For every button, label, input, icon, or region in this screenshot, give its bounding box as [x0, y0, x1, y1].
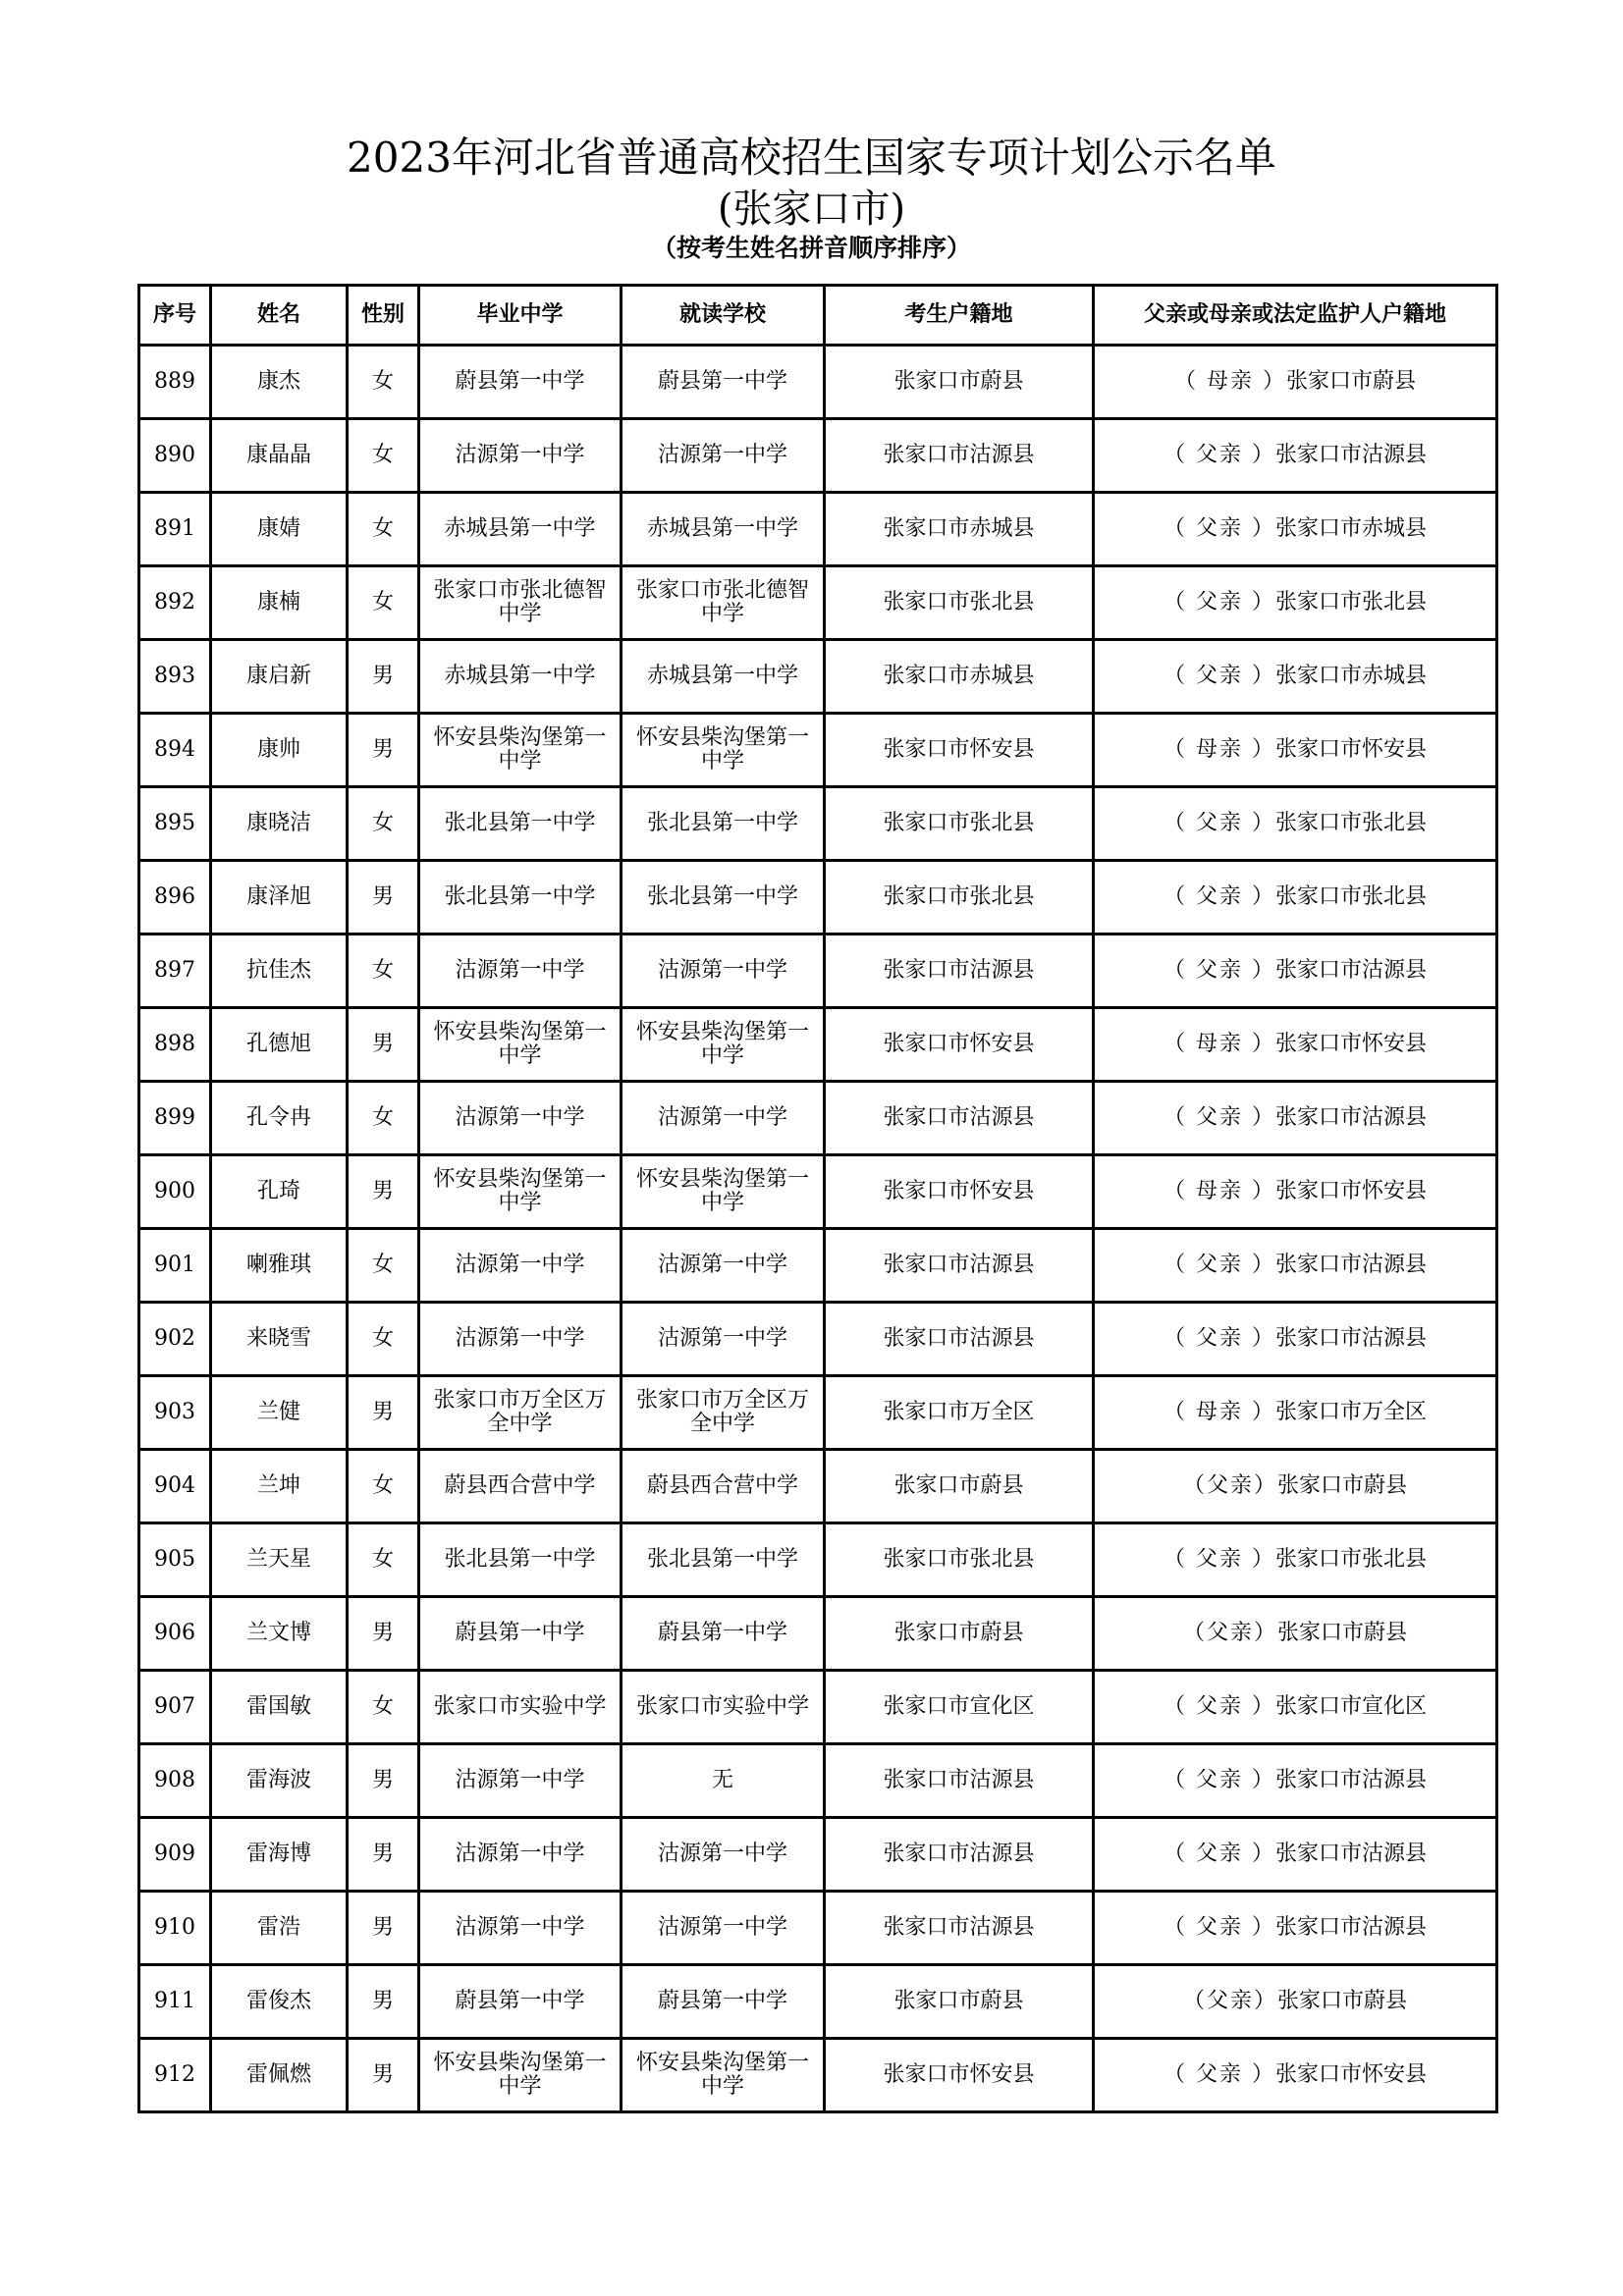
cell-current-school: 张北县第一中学	[622, 787, 825, 861]
document-subtitle: (张家口市)	[717, 187, 906, 232]
guardian-relation: （父亲）	[1182, 1989, 1277, 2013]
cell-current-school: 怀安县柴沟堡第一中学	[622, 1008, 825, 1082]
header-current-school: 就读学校	[622, 286, 825, 346]
cell-student-residence: 张家口市蔚县	[825, 346, 1094, 419]
guardian-relation: （父亲）	[1182, 1621, 1277, 1645]
cell-current-school: 怀安县柴沟堡第一中学	[622, 714, 825, 787]
cell-student-residence: 张家口市万全区	[825, 1376, 1094, 1450]
cell-gender: 男	[348, 640, 419, 714]
guardian-relation: （ 父亲 ）	[1163, 1547, 1275, 1572]
table-row	[139, 1229, 1497, 1303]
guardian-place: 张家口市万全区	[1274, 1400, 1427, 1424]
cell-gender: 女	[348, 1450, 419, 1523]
cell-student-residence: 张家口市沽源县	[825, 1818, 1094, 1892]
cell-name: 兰坤	[211, 1450, 348, 1523]
cell-gender: 女	[348, 346, 419, 419]
guardian-relation: （ 父亲 ）	[1163, 1253, 1275, 1277]
cell-name: 康杰	[211, 346, 348, 419]
cell-current-school: 沽源第一中学	[622, 1229, 825, 1303]
cell-student-residence: 张家口市沽源县	[825, 1082, 1094, 1155]
cell-student-residence: 张家口市怀安县	[825, 714, 1094, 787]
cell-index: 900	[139, 1155, 211, 1229]
cell-graduated-school: 张北县第一中学	[419, 1523, 622, 1597]
guardian-relation: （ 父亲 ）	[1163, 443, 1275, 467]
cell-student-residence: 张家口市赤城县	[825, 493, 1094, 566]
cell-current-school: 沽源第一中学	[622, 934, 825, 1008]
cell-index: 911	[139, 1965, 211, 2039]
cell-student-residence: 张家口市怀安县	[825, 2039, 1094, 2112]
cell-gender: 男	[348, 1892, 419, 1965]
cell-gender: 女	[348, 1523, 419, 1597]
cell-current-school: 怀安县柴沟堡第一中学	[622, 2039, 825, 2112]
cell-graduated-school: 怀安县柴沟堡第一中学	[419, 2039, 622, 2112]
cell-guardian-residence	[1094, 1892, 1497, 1965]
table-row	[139, 714, 1497, 787]
table-row	[139, 1744, 1497, 1818]
cell-graduated-school: 蔚县第一中学	[419, 1965, 622, 2039]
guardian-relation: （ 父亲 ）	[1163, 884, 1275, 909]
cell-guardian-residence	[1094, 1303, 1497, 1376]
cell-current-school: 怀安县柴沟堡第一中学	[622, 1155, 825, 1229]
cell-gender: 女	[348, 1671, 419, 1744]
guardian-place: 张家口市张北县	[1274, 884, 1427, 909]
table-row	[139, 493, 1497, 566]
guardian-relation: （ 父亲 ）	[1163, 958, 1275, 983]
cell-index: 902	[139, 1303, 211, 1376]
cell-gender: 男	[348, 1744, 419, 1818]
cell-name: 孔琦	[211, 1155, 348, 1229]
cell-gender: 男	[348, 2039, 419, 2112]
cell-index: 903	[139, 1376, 211, 1450]
table-row	[139, 1155, 1497, 1229]
guardian-place: 张家口市沽源县	[1274, 1105, 1427, 1130]
cell-graduated-school: 张北县第一中学	[419, 861, 622, 934]
guardian-place: 张家口市张北县	[1274, 590, 1427, 614]
table-row	[139, 1892, 1497, 1965]
cell-name: 康晶晶	[211, 419, 348, 493]
cell-index: 904	[139, 1450, 211, 1523]
cell-index: 892	[139, 566, 211, 640]
roster-table	[137, 284, 1498, 2113]
guardian-place: 张家口市怀安县	[1274, 1179, 1427, 1203]
cell-gender: 男	[348, 714, 419, 787]
cell-guardian-residence	[1094, 1229, 1497, 1303]
table-row	[139, 1597, 1497, 1671]
cell-graduated-school: 沽源第一中学	[419, 1818, 622, 1892]
table-row	[139, 640, 1497, 714]
cell-index: 893	[139, 640, 211, 714]
table-row	[139, 2039, 1497, 2112]
guardian-place: 张家口市张北县	[1274, 1547, 1427, 1572]
table-header-row	[139, 286, 1497, 346]
guardian-relation: （ 父亲 ）	[1163, 516, 1275, 541]
cell-guardian-residence	[1094, 787, 1497, 861]
cell-name: 兰天星	[211, 1523, 348, 1597]
guardian-place: 张家口市沽源县	[1274, 1768, 1427, 1792]
cell-graduated-school: 沽源第一中学	[419, 419, 622, 493]
cell-gender: 女	[348, 1303, 419, 1376]
cell-current-school: 张家口市实验中学	[622, 1671, 825, 1744]
cell-current-school: 沽源第一中学	[622, 1082, 825, 1155]
cell-student-residence: 张家口市沽源县	[825, 1303, 1094, 1376]
cell-graduated-school: 赤城县第一中学	[419, 640, 622, 714]
cell-gender: 男	[348, 861, 419, 934]
cell-student-residence: 张家口市沽源县	[825, 1229, 1094, 1303]
cell-gender: 女	[348, 1229, 419, 1303]
sort-note: （按考生姓名拼音顺序排序）	[651, 234, 971, 262]
table-row	[139, 934, 1497, 1008]
cell-name: 喇雅琪	[211, 1229, 348, 1303]
guardian-place: 张家口市沽源县	[1274, 1915, 1427, 1940]
table-row	[139, 346, 1497, 419]
cell-index: 909	[139, 1818, 211, 1892]
cell-guardian-residence	[1094, 419, 1497, 493]
table-row	[139, 1523, 1497, 1597]
cell-student-residence: 张家口市赤城县	[825, 640, 1094, 714]
cell-guardian-residence	[1094, 2039, 1497, 2112]
table-row	[139, 566, 1497, 640]
cell-gender: 男	[348, 1965, 419, 2039]
guardian-place: 张家口市沽源县	[1274, 1326, 1427, 1351]
guardian-place: 张家口市沽源县	[1274, 1842, 1427, 1866]
cell-index: 912	[139, 2039, 211, 2112]
guardian-relation: （ 父亲 ）	[1163, 590, 1275, 614]
table-row	[139, 861, 1497, 934]
cell-student-residence: 张家口市张北县	[825, 1523, 1094, 1597]
header-index: 序号	[139, 286, 211, 346]
cell-index: 906	[139, 1597, 211, 1671]
cell-graduated-school: 蔚县第一中学	[419, 1597, 622, 1671]
cell-student-residence: 张家口市宣化区	[825, 1671, 1094, 1744]
cell-student-residence: 张家口市怀安县	[825, 1155, 1094, 1229]
cell-name: 雷俊杰	[211, 1965, 348, 2039]
header-graduated-school: 毕业中学	[419, 286, 622, 346]
cell-guardian-residence	[1094, 1523, 1497, 1597]
cell-guardian-residence	[1094, 493, 1497, 566]
cell-guardian-residence	[1094, 714, 1497, 787]
cell-index: 899	[139, 1082, 211, 1155]
cell-guardian-residence	[1094, 1744, 1497, 1818]
cell-name: 康晓洁	[211, 787, 348, 861]
cell-guardian-residence	[1094, 1597, 1497, 1671]
cell-gender: 女	[348, 934, 419, 1008]
guardian-place: 张家口市沽源县	[1274, 443, 1427, 467]
cell-gender: 女	[348, 1082, 419, 1155]
table-row	[139, 1303, 1497, 1376]
cell-index: 894	[139, 714, 211, 787]
cell-guardian-residence	[1094, 1450, 1497, 1523]
cell-student-residence: 张家口市沽源县	[825, 934, 1094, 1008]
guardian-relation: （ 母亲 ）	[1163, 737, 1275, 762]
cell-name: 兰健	[211, 1376, 348, 1450]
header-gender: 性别	[348, 286, 419, 346]
cell-index: 907	[139, 1671, 211, 1744]
cell-name: 雷海波	[211, 1744, 348, 1818]
cell-name: 康启新	[211, 640, 348, 714]
guardian-place: 张家口市张北县	[1274, 811, 1427, 835]
cell-student-residence: 张家口市蔚县	[825, 1450, 1094, 1523]
cell-current-school: 赤城县第一中学	[622, 640, 825, 714]
cell-gender: 男	[348, 1597, 419, 1671]
cell-gender: 女	[348, 493, 419, 566]
cell-index: 898	[139, 1008, 211, 1082]
cell-gender: 女	[348, 566, 419, 640]
cell-student-residence: 张家口市沽源县	[825, 419, 1094, 493]
guardian-place: 张家口市赤城县	[1274, 664, 1427, 688]
cell-name: 康帅	[211, 714, 348, 787]
cell-guardian-residence	[1094, 1965, 1497, 2039]
cell-gender: 男	[348, 1376, 419, 1450]
cell-graduated-school: 张北县第一中学	[419, 787, 622, 861]
table-row	[139, 1082, 1497, 1155]
cell-current-school: 蔚县第一中学	[622, 346, 825, 419]
guardian-place: 张家口市沽源县	[1274, 958, 1427, 983]
cell-guardian-residence	[1094, 1376, 1497, 1450]
guardian-relation: （ 父亲 ）	[1163, 1105, 1275, 1130]
cell-gender: 男	[348, 1155, 419, 1229]
cell-guardian-residence	[1094, 934, 1497, 1008]
cell-graduated-school: 张家口市万全区万全中学	[419, 1376, 622, 1450]
guardian-relation: （ 父亲 ）	[1163, 1326, 1275, 1351]
cell-name: 雷国敏	[211, 1671, 348, 1744]
guardian-relation: （ 父亲 ）	[1163, 811, 1275, 835]
cell-index: 891	[139, 493, 211, 566]
cell-current-school: 张家口市万全区万全中学	[622, 1376, 825, 1450]
cell-student-residence: 张家口市张北县	[825, 566, 1094, 640]
cell-graduated-school: 蔚县西合营中学	[419, 1450, 622, 1523]
cell-guardian-residence	[1094, 566, 1497, 640]
cell-student-residence: 张家口市张北县	[825, 787, 1094, 861]
cell-student-residence: 张家口市蔚县	[825, 1597, 1094, 1671]
cell-index: 901	[139, 1229, 211, 1303]
guardian-relation: （ 母亲 ）	[1173, 369, 1286, 394]
cell-gender: 男	[348, 1818, 419, 1892]
guardian-place: 张家口市怀安县	[1274, 2062, 1427, 2087]
guardian-relation: （ 母亲 ）	[1163, 1032, 1275, 1056]
guardian-place: 张家口市沽源县	[1274, 1253, 1427, 1277]
table-row	[139, 1376, 1497, 1450]
cell-name: 雷海博	[211, 1818, 348, 1892]
cell-guardian-residence	[1094, 1008, 1497, 1082]
table-row	[139, 1818, 1497, 1892]
table-row	[139, 1965, 1497, 2039]
cell-name: 康楠	[211, 566, 348, 640]
cell-current-school: 沽源第一中学	[622, 419, 825, 493]
cell-current-school: 蔚县第一中学	[622, 1597, 825, 1671]
guardian-relation: （父亲）	[1182, 1473, 1277, 1498]
cell-name: 兰文博	[211, 1597, 348, 1671]
table-row	[139, 1671, 1497, 1744]
table-row	[139, 1008, 1497, 1082]
cell-current-school: 张北县第一中学	[622, 861, 825, 934]
guardian-relation: （ 父亲 ）	[1163, 1915, 1275, 1940]
cell-current-school: 蔚县第一中学	[622, 1965, 825, 2039]
table-row	[139, 419, 1497, 493]
guardian-place: 张家口市赤城县	[1274, 516, 1427, 541]
guardian-relation: （ 父亲 ）	[1163, 1694, 1275, 1719]
guardian-place: 张家口市蔚县	[1277, 1621, 1408, 1645]
cell-index: 908	[139, 1744, 211, 1818]
cell-guardian-residence	[1094, 640, 1497, 714]
guardian-place: 张家口市怀安县	[1274, 737, 1427, 762]
cell-index: 890	[139, 419, 211, 493]
guardian-place: 张家口市蔚县	[1277, 1989, 1408, 2013]
cell-name: 孔德旭	[211, 1008, 348, 1082]
cell-graduated-school: 沽源第一中学	[419, 1082, 622, 1155]
cell-gender: 女	[348, 419, 419, 493]
cell-graduated-school: 怀安县柴沟堡第一中学	[419, 714, 622, 787]
cell-graduated-school: 张家口市张北德智中学	[419, 566, 622, 640]
cell-current-school: 蔚县西合营中学	[622, 1450, 825, 1523]
cell-graduated-school: 沽源第一中学	[419, 1303, 622, 1376]
cell-graduated-school: 沽源第一中学	[419, 934, 622, 1008]
cell-current-school: 无	[622, 1744, 825, 1818]
cell-index: 889	[139, 346, 211, 419]
cell-graduated-school: 张家口市实验中学	[419, 1671, 622, 1744]
cell-index: 905	[139, 1523, 211, 1597]
cell-current-school: 沽源第一中学	[622, 1303, 825, 1376]
cell-graduated-school: 沽源第一中学	[419, 1229, 622, 1303]
cell-guardian-residence	[1094, 861, 1497, 934]
cell-graduated-school: 怀安县柴沟堡第一中学	[419, 1155, 622, 1229]
cell-name: 康泽旭	[211, 861, 348, 934]
header-student-residence: 考生户籍地	[825, 286, 1094, 346]
cell-current-school: 沽源第一中学	[622, 1892, 825, 1965]
cell-guardian-residence	[1094, 346, 1497, 419]
header-name: 姓名	[211, 286, 348, 346]
cell-graduated-school: 沽源第一中学	[419, 1744, 622, 1818]
cell-guardian-residence	[1094, 1818, 1497, 1892]
cell-guardian-residence	[1094, 1671, 1497, 1744]
guardian-relation: （ 父亲 ）	[1163, 2062, 1275, 2087]
guardian-place: 张家口市怀安县	[1274, 1032, 1427, 1056]
table-row	[139, 787, 1497, 861]
cell-name: 抗佳杰	[211, 934, 348, 1008]
table-row	[139, 1450, 1497, 1523]
cell-student-residence: 张家口市沽源县	[825, 1892, 1094, 1965]
guardian-relation: （ 父亲 ）	[1163, 1768, 1275, 1792]
cell-name: 来晓雪	[211, 1303, 348, 1376]
cell-index: 910	[139, 1892, 211, 1965]
guardian-place: 张家口市宣化区	[1274, 1694, 1427, 1719]
guardian-relation: （ 父亲 ）	[1163, 1842, 1275, 1866]
cell-graduated-school: 蔚县第一中学	[419, 346, 622, 419]
cell-student-residence: 张家口市张北县	[825, 861, 1094, 934]
cell-current-school: 张北县第一中学	[622, 1523, 825, 1597]
cell-current-school: 沽源第一中学	[622, 1818, 825, 1892]
cell-guardian-residence	[1094, 1082, 1497, 1155]
cell-index: 895	[139, 787, 211, 861]
cell-gender: 女	[348, 787, 419, 861]
cell-student-residence: 张家口市沽源县	[825, 1744, 1094, 1818]
cell-graduated-school: 沽源第一中学	[419, 1892, 622, 1965]
cell-index: 897	[139, 934, 211, 1008]
cell-graduated-school: 怀安县柴沟堡第一中学	[419, 1008, 622, 1082]
guardian-relation: （ 母亲 ）	[1163, 1179, 1275, 1203]
header-guardian-residence: 父亲或母亲或法定监护人户籍地	[1094, 286, 1497, 346]
guardian-place: 张家口市蔚县	[1285, 369, 1416, 394]
cell-gender: 男	[348, 1008, 419, 1082]
cell-current-school: 张家口市张北德智中学	[622, 566, 825, 640]
cell-index: 896	[139, 861, 211, 934]
cell-name: 康婧	[211, 493, 348, 566]
guardian-relation: （ 母亲 ）	[1163, 1400, 1275, 1424]
guardian-relation: （ 父亲 ）	[1163, 664, 1275, 688]
guardian-place: 张家口市蔚县	[1277, 1473, 1408, 1498]
cell-name: 雷浩	[211, 1892, 348, 1965]
cell-student-residence: 张家口市蔚县	[825, 1965, 1094, 2039]
document-title: 2023年河北省普通高校招生国家专项计划公示名单	[347, 133, 1276, 182]
cell-name: 雷佩燃	[211, 2039, 348, 2112]
cell-guardian-residence	[1094, 1155, 1497, 1229]
cell-student-residence: 张家口市怀安县	[825, 1008, 1094, 1082]
table-body	[139, 346, 1497, 2112]
cell-current-school: 赤城县第一中学	[622, 493, 825, 566]
cell-graduated-school: 赤城县第一中学	[419, 493, 622, 566]
cell-name: 孔令冉	[211, 1082, 348, 1155]
